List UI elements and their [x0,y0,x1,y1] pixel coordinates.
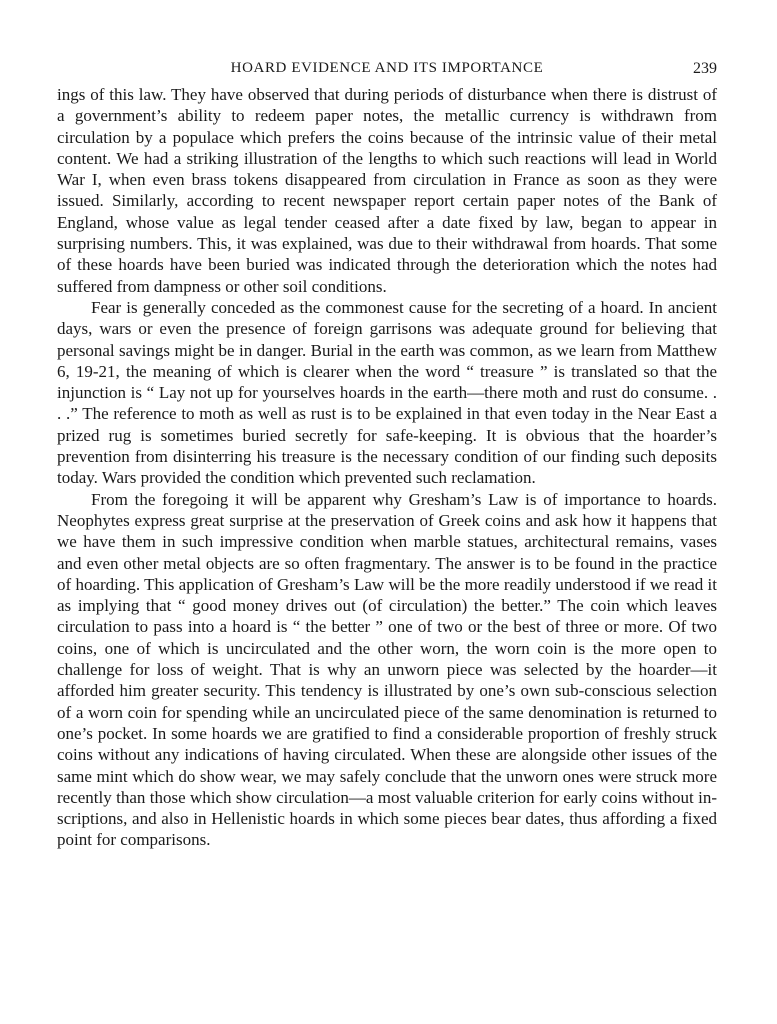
paragraph-fear: Fear is generally conceded as the commonest cause for the secreting of a hoard. In ancient days, wars or even the presence of foreign garrisons was adequate ground for believing that personal savings might be in danger. Burial in the earth was common, as we learn from Matthew 6, 19-21, the meaning of which is clearer when the word “ treasure ” is translated so that the injunction is “ Lay not up for yourselves hoards in the earth—there moth and rust do consume. . . .” The reference to moth as well as rust is to be explained in that even today in the Near East a prized rug is sometimes buried secretly for safe-keeping. It is obvious that the hoarder’s prevention from disinterring his treasure is the necessary condition of our finding such deposits today. Wars provided the condition which prevented such reclamation. [57,297,717,488]
body-text [57,84,717,851]
book-page [57,54,717,851]
page-number: 239 [693,60,717,77]
paragraph-continued: ings of this law. They have observed that during periods of disturbance when there is distrust of a government’s ability to redeem paper notes, the metallic currency is withdrawn from circulation by a populace which prefers the coins because of the intrinsic value of their metal content. We had a striking illustration of the lengths to which such reactions will lead in World War I, when even brass tokens disappeared from circulation in France as soon as they were issued. Similarly, according to recent newspaper report certain paper notes of the Bank of England, whose value as legal tender ceased after a date fixed by law, began to appear in surprising numbers. This, it was explained, was due to their withdrawal from hoards. That some of these hoards have been buried was indicated through the deterioration which the notes had suffered from dampness or other soil conditions. [57,85,717,296]
paragraph-greshams-law: From the foregoing it will be apparent why Gresham’s Law is of importance to hoards. Neophytes express great surprise at the preservation of Greek coins and ask how it happens that we have them in such impressive condition when marble statues, architectural remains, vases and even other metal objects are so often fragmentary. The answer is to be found in the practice of hoarding. This application of Gresham’s Law will be the more readily understood if we read it as implying that “ good money drives out (of circulation) the better.” The coin which leaves circulation to pass into a hoard is “ the better ” one of two or the best of three or more. Of two coins, one of which is uncirculated and the other worn, the worn coin is the more open to challenge for loss of weight. That is why an unworn piece was selected by the hoarder—it afforded him greater security. This tendency is illustrated by one’s own sub-conscious selection of a worn coin for spending while an uncirculated piece of the same denomination is returned to one’s pocket. In some hoards we are gratified to find a considerable proportion of freshly struck coins without any indications of having circulated. When these are alongside other issues of the same mint which do show wear, we may safely conclude that the unworn ones were struck more recently than those which show circulation—a most valuable criterion for early coins without inscriptions, and also in Hellenistic hoards in which some pieces bear dates, thus affording a fixed point for comparisons. [57,489,717,850]
running-header [57,54,717,84]
running-title: HOARD EVIDENCE AND ITS IMPORTANCE [230,60,544,76]
